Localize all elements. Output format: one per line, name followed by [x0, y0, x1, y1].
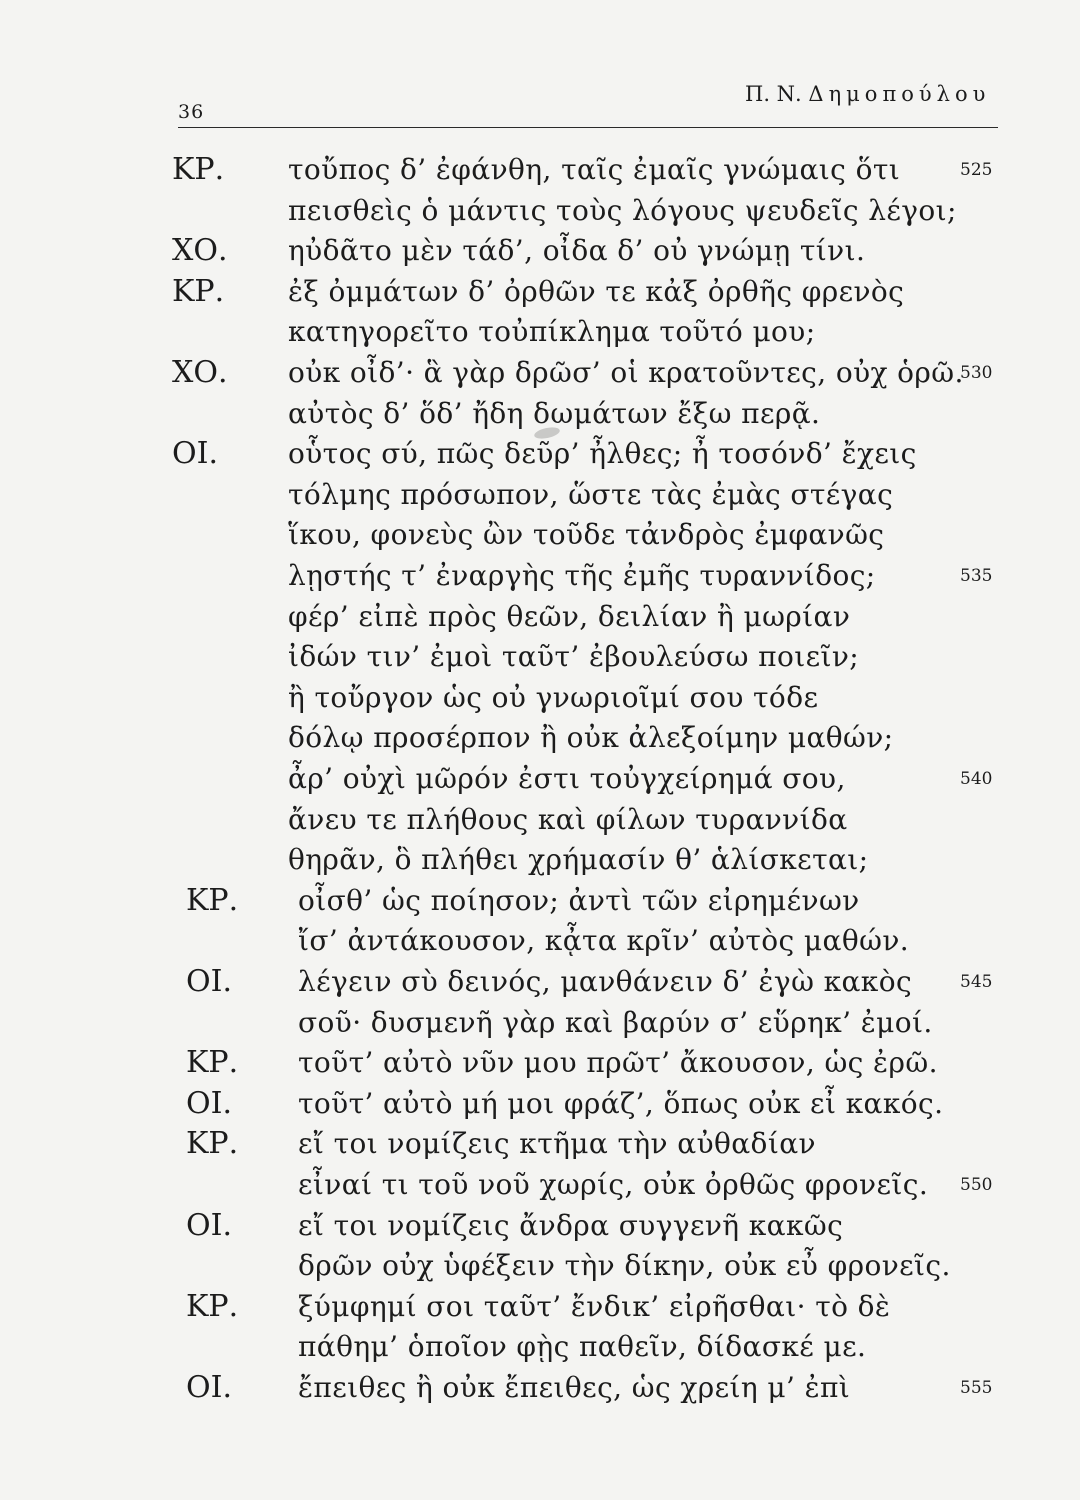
verse-line — [0, 150, 1080, 190]
verse-line — [0, 840, 1080, 880]
verse-line — [0, 1246, 1080, 1286]
verse-line — [0, 1368, 1080, 1408]
verse-line — [0, 678, 1080, 718]
verse-text: ἄνευ τε πλήθους καὶ φίλων τυραννίδα — [288, 802, 848, 836]
header-rule — [178, 127, 998, 128]
speaker-label: ΚΡ. — [186, 882, 239, 918]
verse-line — [0, 312, 1080, 352]
verse-text: δρῶν οὐχ ὑφέξειν τὴν δίκην, οὐκ εὖ φρονεῖς. — [298, 1249, 951, 1283]
verse-line — [0, 637, 1080, 677]
speaker-label: ΟΙ. — [172, 436, 218, 472]
line-number: 545 — [960, 972, 993, 992]
verse-line — [0, 1287, 1080, 1327]
verse-line — [0, 394, 1080, 434]
verse-text: ἆρ’ οὐχὶ μῶρόν ἐστι τοὐγχείρημά σου, — [288, 762, 846, 795]
line-number: 540 — [960, 769, 993, 789]
author-name: Δημοπούλου — [808, 82, 991, 106]
verse-text: λέγειν σὺ δεινός, μανθάνειν δ’ ἐγὼ κακὸς — [298, 965, 913, 998]
verse-text: αὐτὸς δ’ ὅδ’ ἤδη δωμάτων ἔξω περᾷ. — [288, 396, 821, 430]
verse-line — [0, 1327, 1080, 1367]
speaker-label: ΟΙ. — [186, 964, 232, 999]
verse-text: ἴσ’ ἀντάκουσον, κᾆτα κρῖν’ αὐτὸς μαθών. — [298, 924, 910, 958]
verse-line — [0, 881, 1080, 921]
speaker-label: ΟΙ. — [186, 1085, 232, 1121]
author-prefix: Π. Ν. — [745, 82, 802, 106]
verse-text: θηρᾶν, ὃ πλήθει χρήμασίν θ’ ἁλίσκεται; — [288, 843, 869, 877]
verse-text: ηὐδᾶτο μὲν τάδ’, οἶδα δ’ οὐ γνώμῃ τίνι. — [288, 234, 866, 268]
speaker-label: ΚΡ. — [186, 1045, 239, 1081]
line-number: 555 — [960, 1378, 993, 1398]
verse-line — [0, 272, 1080, 312]
verse-line — [0, 718, 1080, 758]
speaker-label: ΚΡ. — [186, 1288, 239, 1324]
verse-text: εἶναί τι τοῦ νοῦ χωρίς, οὐκ ὀρθῶς φρονεῖς. — [298, 1168, 929, 1201]
page-number: 36 — [178, 101, 205, 123]
verse-text: ἐξ ὀμμάτων δ’ ὀρθῶν τε κἀξ ὀρθῆς φρενὸς — [288, 274, 905, 308]
line-number: 535 — [960, 566, 993, 586]
verse-text: ἵκου, φονεὺς ὢν τοῦδε τἀνδρὸς ἐμφανῶς — [288, 518, 885, 552]
line-number: 550 — [960, 1175, 993, 1195]
verse-line — [0, 759, 1080, 799]
line-number: 530 — [960, 363, 993, 383]
verse-text: πεισθεὶς ὁ μάντις τοὺς λόγους ψευδεῖς λέγοι; — [288, 193, 957, 227]
verse-line — [0, 597, 1080, 637]
verse-line — [0, 231, 1080, 271]
verse-line — [0, 556, 1080, 596]
speaker-label: ΧΟ. — [172, 355, 228, 390]
verse-line — [0, 1003, 1080, 1043]
verse-line — [0, 191, 1080, 231]
verse-text: σοῦ· δυσμενῆ γὰρ καὶ βαρύν σ’ εὕρηκ’ ἐμοί. — [298, 1005, 933, 1039]
verse-line — [0, 1124, 1080, 1164]
verse-text: ἢ τοὔργον ὡς οὐ γνωριοῖμί σου τόδε — [288, 680, 819, 714]
verse-text: ξύμφημί σοι ταῦτ’ ἔνδικ’ εἰρῆσθαι· τὸ δὲ — [298, 1289, 891, 1323]
verse-line — [0, 1206, 1080, 1246]
verse-line — [0, 921, 1080, 961]
verse-text: οἶσθ’ ὡς ποίησον; ἀντὶ τῶν εἰρημένων — [298, 883, 860, 917]
verse-line — [0, 800, 1080, 840]
verse-line — [0, 1043, 1080, 1083]
verse-line — [0, 1165, 1080, 1205]
verse-text: δόλῳ προσέρπον ἢ οὐκ ἀλεξοίμην μαθών; — [288, 721, 894, 755]
verse-line — [0, 1084, 1080, 1124]
speaker-label: ΟΙ. — [186, 1370, 232, 1405]
verse-text: τοῦτ’ αὐτὸ νῦν μου πρῶτ’ ἄκουσον, ὡς ἐρῶ. — [298, 1046, 938, 1080]
speaker-label: ΚΡ. — [172, 152, 225, 187]
verse-text: πάθημ’ ὁποῖον φῂς παθεῖν, δίδασκέ με. — [298, 1330, 867, 1364]
speaker-label: ΚΡ. — [172, 273, 225, 309]
verse-text: εἴ τοι νομίζεις ἄνδρα συγγενῆ κακῶς — [298, 1208, 844, 1242]
verse-text: τοὔπος δ’ ἐφάνθη, ταῖς ἐμαῖς γνώμαις ὅτι — [288, 153, 901, 186]
verse-text: φέρ’ εἰπὲ πρὸς θεῶν, δειλίαν ἢ μωρίαν — [288, 599, 851, 633]
speaker-label: ΟΙ. — [186, 1207, 232, 1243]
verse-text: τόλμης πρόσωπον, ὥστε τὰς ἐμὰς στέγας — [288, 477, 894, 511]
running-head — [745, 82, 990, 106]
speaker-label: ΚΡ. — [186, 1126, 239, 1162]
verse-text: λῃστής τ’ ἐναργὴς τῆς ἐμῆς τυραννίδος; — [288, 559, 876, 592]
verse-text: εἴ τοι νομίζεις κτῆμα τὴν αὐθαδίαν — [298, 1127, 816, 1161]
verse-text: ἔπειθες ἢ οὐκ ἔπειθες, ὡς χρείη μ’ ἐπὶ — [298, 1371, 851, 1404]
verse-line — [0, 353, 1080, 393]
speaker-label: ΧΟ. — [172, 233, 228, 269]
verse-text: κατηγορεῖτο τοὐπίκλημα τοῦτό μου; — [288, 315, 816, 349]
verse-line — [0, 515, 1080, 555]
verse-text: οὐκ οἶδ’· ἃ γὰρ δρῶσ’ οἱ κρατοῦντες, οὐχ ὁρῶ. — [288, 356, 964, 389]
verse-text: οὗτος σύ, πῶς δεῦρ’ ἦλθες; ἦ τοσόνδ’ ἔχεις — [288, 437, 917, 471]
verse-text: ἰδών τιν’ ἐμοὶ ταῦτ’ ἐβουλεύσω ποιεῖν; — [288, 640, 860, 674]
verse-text: τοῦτ’ αὐτὸ μή μοι φράζ’, ὅπως οὐκ εἶ κακός. — [298, 1086, 944, 1120]
line-number: 525 — [960, 160, 993, 180]
verse-line — [0, 475, 1080, 515]
verse-line — [0, 434, 1080, 474]
verse-line — [0, 962, 1080, 1002]
